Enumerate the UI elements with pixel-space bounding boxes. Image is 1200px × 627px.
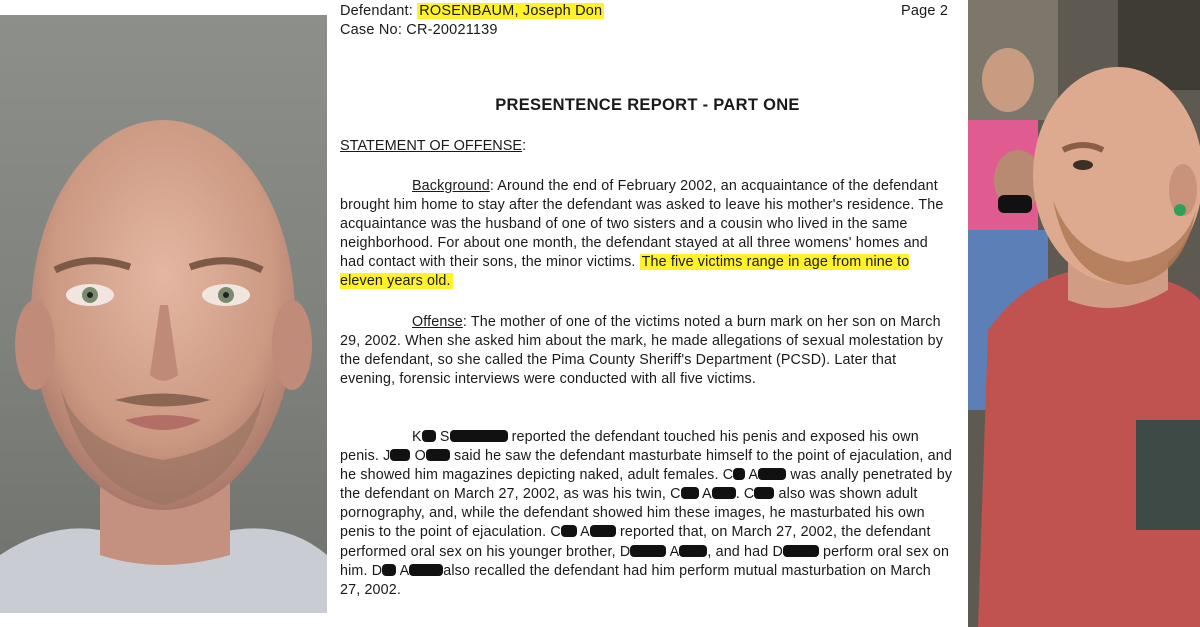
mugshot-illustration xyxy=(0,15,327,613)
mugshot-photo xyxy=(0,15,327,613)
defendant-line xyxy=(340,3,604,19)
redaction-bar xyxy=(390,449,410,461)
presentence-report-page xyxy=(327,0,968,627)
victim-statements-paragraph xyxy=(340,428,955,600)
background-text: : Around the end of February 2002, an acquaintance of the defendant brought him home to stay after the defendant was asked to leave his mother's residence. The acquaintance was the husband of one of two sisters and a cousin who lived in the same neighborhood. For about one month, the defendant stayed at all three womens' homes and had contact with their sons, the minor victims. xyxy=(340,178,944,271)
offense-heading: Offense xyxy=(412,314,463,330)
offense-paragraph xyxy=(340,313,955,389)
redaction-bar xyxy=(712,487,736,499)
statement-text: , and had D xyxy=(707,543,783,560)
redaction-bar xyxy=(630,545,666,557)
bystander-photo xyxy=(968,0,1200,627)
defendant-name: ROSENBAUM, Joseph Don xyxy=(419,3,603,19)
background-highlight: The five victims range in age from nine to eleven years old. xyxy=(340,254,910,290)
redaction-bar xyxy=(590,525,616,537)
redaction-bar xyxy=(679,545,707,557)
redaction-bar xyxy=(733,468,745,480)
redaction-bar xyxy=(681,487,699,499)
defendant-label: Defendant: xyxy=(340,3,413,19)
redaction-bar xyxy=(422,430,436,442)
redacted-name-initial: A xyxy=(669,543,680,560)
redaction-bar xyxy=(758,468,786,480)
redaction-bar xyxy=(426,449,450,461)
redaction-bar xyxy=(382,564,396,576)
background-heading: Background xyxy=(412,178,490,194)
page-number: Page 2 xyxy=(901,3,949,19)
case-line xyxy=(340,22,498,38)
redaction-bar xyxy=(409,564,443,576)
redacted-name-initial: A xyxy=(748,467,759,484)
redacted-name-initial: K xyxy=(412,429,422,445)
redacted-name-initial: A xyxy=(580,524,590,541)
statement-text: was anally penetrated by the defendant on March 27, 2002, as was his twin, C xyxy=(340,467,953,503)
statement-text: . C xyxy=(735,486,755,503)
redaction-bar xyxy=(783,545,819,557)
section-heading-colon: : xyxy=(522,138,527,154)
statement-text: said he saw the defendant masturbate himself to the point of ejaculation, and he showed him magazines depicting naked, adult females. C xyxy=(340,448,952,484)
report-title: PRESENTENCE REPORT - PART ONE xyxy=(495,96,800,114)
case-number: CR-20021139 xyxy=(406,22,498,38)
statement-text: also recalled the defendant had him perform mutual masturbation on March 27, 2002. xyxy=(340,562,931,598)
statement-text: reported the defendant touched his penis and exposed his own penis. J xyxy=(340,429,919,465)
section-heading xyxy=(340,138,526,154)
bystander-illustration xyxy=(968,0,1200,627)
redacted-name-initial: A xyxy=(702,486,712,503)
redacted-name-initial: O xyxy=(414,448,426,465)
redacted-name-initial: A xyxy=(399,562,410,579)
redacted-name-initial: S xyxy=(439,429,450,445)
statement-text: also was shown adult pornography, and, while the defendant showed him these images, he masturbated his own penis to the point of ejaculation. C xyxy=(340,486,925,541)
statement-text: reported that, on March 27, 2002, the defendant performed oral sex on his younger brother, D xyxy=(340,524,931,560)
redaction-bar xyxy=(450,430,508,442)
case-label: Case No: xyxy=(340,22,403,38)
section-heading-text: STATEMENT OF OFFENSE xyxy=(340,138,523,154)
redaction-bar xyxy=(561,525,577,537)
statement-text: perform oral sex on him. D xyxy=(340,543,950,579)
background-paragraph xyxy=(340,177,955,292)
offense-text: : The mother of one of the victims noted a burn mark on her son on March 29, 2002. When she asked him about the mark, he made allegations of sexual molestation by the defendant, so she called the Pima County Sheriff's Department (PCSD). Later that evening, forensic interviews were conducted with all five victims. xyxy=(340,314,944,388)
redaction-bar xyxy=(754,487,774,499)
